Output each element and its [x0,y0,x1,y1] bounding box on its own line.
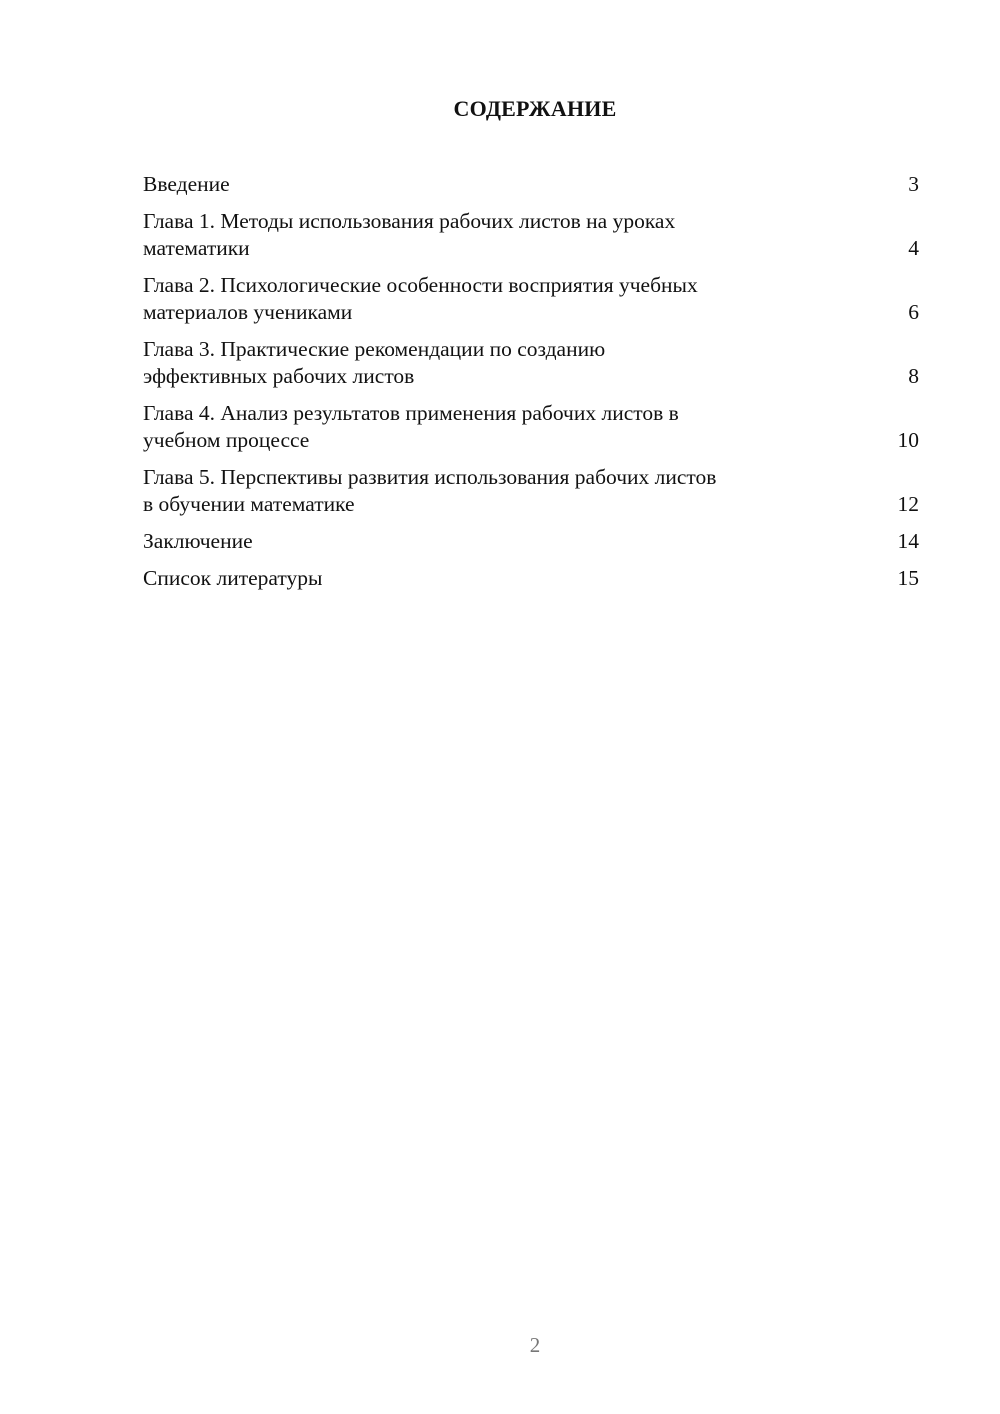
table-of-contents [143,171,919,602]
toc-entry-title-line: Глава 5. Перспективы развития использования рабочих листов [143,465,717,489]
toc-entry-chapter-5[interactable] [143,464,919,518]
toc-entry-title-line: Введение [143,172,230,196]
toc-entry-title [143,464,716,518]
toc-entry-introduction[interactable] [143,171,919,198]
toc-entry-title [143,400,679,454]
toc-entry-chapter-2[interactable] [143,272,919,326]
toc-entry-page: 4 [908,236,919,260]
toc-entry-title-line: математики [143,236,250,260]
toc-entry-title-line: Глава 1. Методы использования рабочих листов на уроках [143,209,676,233]
toc-entry-page: 6 [908,300,919,324]
toc-entry-title-line: Глава 3. Практические рекомендации по созданию [143,337,606,361]
toc-entry-title [143,565,322,592]
toc-entry-page: 10 [897,428,919,452]
toc-entry-page: 3 [908,172,919,196]
toc-entry-page: 8 [908,364,919,388]
toc-entry-title-line: в обучении математике [143,492,355,516]
toc-entry-title-line: эффективных рабочих листов [143,364,415,388]
toc-entry-title-line: Глава 2. Психологические особенности восприятия учебных [143,273,698,297]
toc-entry-conclusion[interactable] [143,528,919,555]
toc-entry-chapter-3[interactable] [143,336,919,390]
toc-entry-title-line: Список литературы [143,566,323,590]
toc-entry-title-line: Заключение [143,529,253,553]
page-number: 2 [529,1333,541,1357]
toc-entry-title-line: материалов учениками [143,300,353,324]
toc-entry-page: 15 [897,566,919,590]
toc-entry-chapter-4[interactable] [143,400,919,454]
page-title: СОДЕРЖАНИЕ [453,96,617,121]
toc-entry-bibliography[interactable] [143,565,919,592]
toc-entry-title [143,528,253,555]
toc-entry-title-line: учебном процессе [143,428,310,452]
toc-entry-title [143,208,675,262]
toc-entry-chapter-1[interactable] [143,208,919,262]
toc-entry-title-line: Глава 4. Анализ результатов применения рабочих листов в [143,401,679,425]
toc-entry-title [143,272,698,326]
toc-entry-title [143,336,605,390]
toc-entry-title [143,171,230,198]
toc-entry-page: 12 [897,492,919,516]
toc-entry-page: 14 [897,529,919,553]
